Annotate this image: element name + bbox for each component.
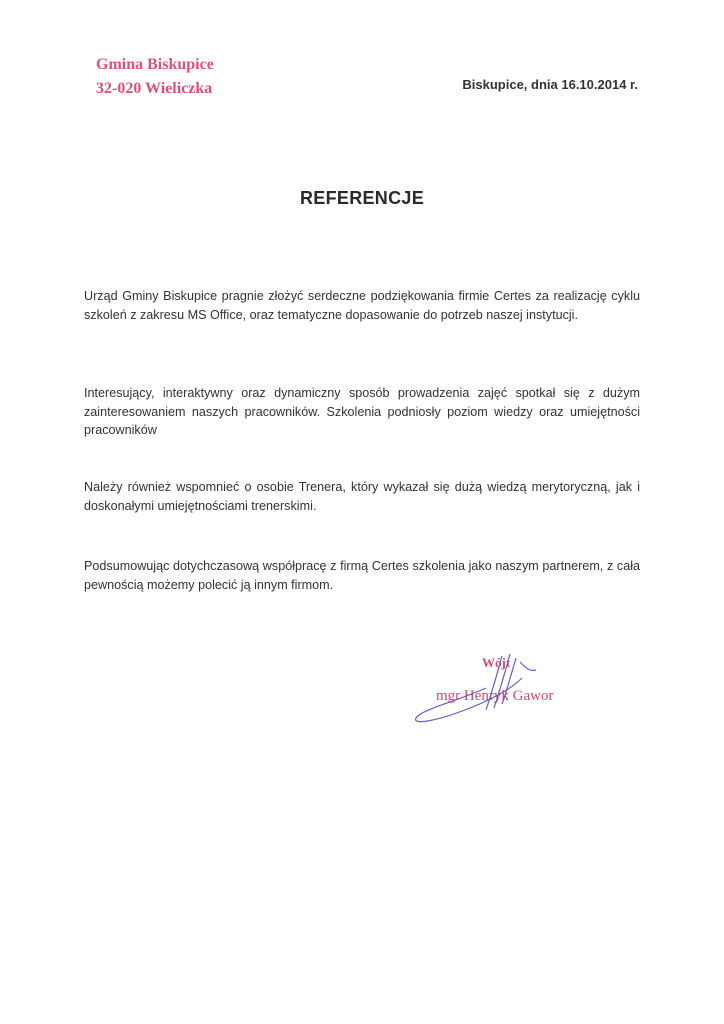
paragraph-4: Podsumowując dotychczasową współpracę z firmą Certes szkolenia jako naszym partnerem, z cała pewnością możemy polecić ją innym firmom. [84, 559, 640, 592]
handwritten-signature [410, 648, 590, 728]
signature-stamp-title: Wójt [482, 655, 511, 670]
municipality-stamp [96, 53, 214, 101]
paragraph-3: Należy również wspomnieć o osobie Trenera, który wykazał się dużą wiedzą merytoryczną, jak i doskonałymi umiejętnościami trenerskimi. [84, 480, 640, 513]
stamp-line-2: 32-020 Wieliczka [96, 80, 213, 97]
paragraph-2: Interesujący, interaktywny oraz dynamiczny sposób prowadzenia zajęć spotkał się z dużym zainteresowaniem naszych pracowników. Szkolenia podniosły poziom wiedzy oraz umiejętności pracowników [84, 386, 640, 437]
signature-name: mgr Henryk Gawor [436, 688, 554, 704]
document-date: Biskupice, dnia 16.10.2014 r. [462, 77, 638, 92]
paragraph-1: Urząd Gminy Biskupice pragnie złożyć serdeczne podziękowania firmie Certes za realizację cyklu szkoleń z zakresu MS Office, oraz tematyczne dopasowanie do potrzeb naszej instytucji. [84, 289, 640, 322]
document-title: REFERENCJE [299, 188, 425, 208]
stamp-line-1: Gmina Biskupice [96, 56, 214, 73]
